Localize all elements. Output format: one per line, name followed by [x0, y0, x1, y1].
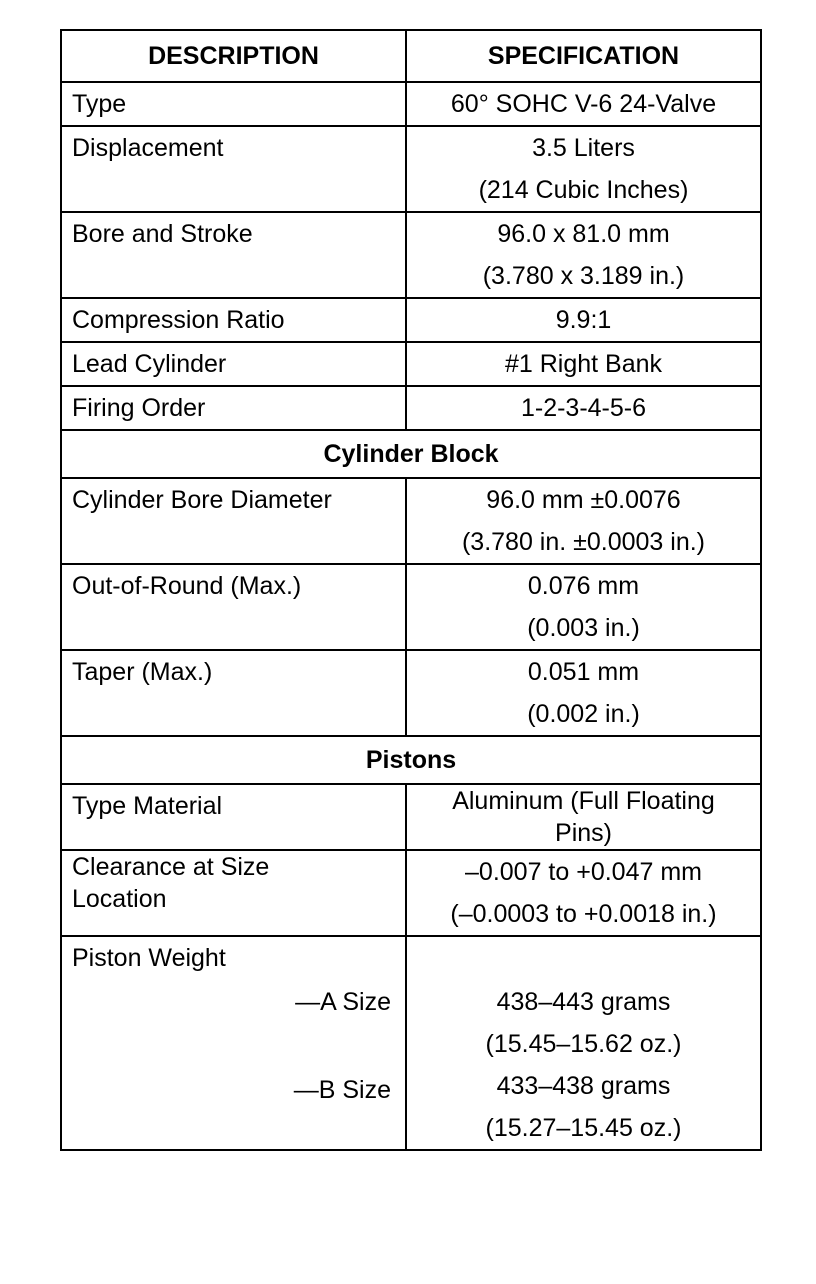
row-spec [406, 478, 761, 564]
spacer [72, 1023, 395, 1069]
row-spec [406, 936, 761, 1150]
piston-weight-label: Piston Weight [72, 944, 226, 972]
spec-value-imperial: (3.780 in. ±0.0003 in.) [461, 528, 706, 556]
table-row-compression-ratio [61, 298, 761, 342]
row-spec [406, 564, 761, 650]
spec-value-continued: Pins) [555, 819, 612, 847]
spec-value-imperial: (–0.0003 to +0.0018 in.) [450, 900, 717, 928]
section-title: Cylinder Block [61, 430, 761, 478]
row-spec [406, 650, 761, 736]
spec-value: #1 Right Bank [504, 350, 663, 378]
row-label: Taper (Max.) [61, 650, 406, 736]
a-size-grams: 438–443 grams [496, 988, 671, 1016]
description-header: DESCRIPTION [61, 30, 406, 82]
spec-value: 3.5 Liters [532, 134, 635, 162]
row-spec [406, 342, 761, 386]
table-row-displacement [61, 126, 761, 212]
spec-value: 0.051 mm [527, 658, 640, 686]
row-label: Type [61, 82, 406, 126]
row-label: Displacement [61, 126, 406, 212]
row-spec [406, 212, 761, 298]
section-pistons [61, 736, 761, 784]
spec-value: 9.9:1 [555, 306, 612, 334]
row-spec [406, 126, 761, 212]
row-spec [406, 784, 761, 850]
table-row-type-material [61, 784, 761, 850]
spec-value: 96.0 x 81.0 mm [497, 220, 670, 248]
spec-value: 60° SOHC V-6 24-Valve [450, 90, 717, 118]
a-size-ounces: (15.45–15.62 oz.) [485, 1030, 682, 1058]
row-label: Compression Ratio [61, 298, 406, 342]
table-row-bore-diameter [61, 478, 761, 564]
row-label [61, 936, 406, 1150]
table-header-row [61, 30, 761, 82]
table-row-firing-order [61, 386, 761, 430]
section-title: Pistons [61, 736, 761, 784]
row-label-line: Clearance at Size [72, 853, 270, 881]
row-label [61, 850, 406, 936]
row-label: Type Material [61, 784, 406, 850]
b-size-grams: 433–438 grams [496, 1072, 671, 1100]
row-label-line: Location [72, 885, 167, 913]
spec-value: 96.0 mm ±0.0076 [486, 486, 681, 514]
b-size-ounces: (15.27–15.45 oz.) [485, 1114, 682, 1142]
specification-table [60, 29, 762, 1151]
row-label: Cylinder Bore Diameter [61, 478, 406, 564]
row-label: Lead Cylinder [61, 342, 406, 386]
table-row-clearance [61, 850, 761, 936]
table-row-taper [61, 650, 761, 736]
spec-value: –0.007 to +0.047 mm [465, 858, 702, 886]
spec-value: 1-2-3-4-5-6 [520, 394, 647, 422]
b-size-label: —B Size [293, 1076, 391, 1104]
table-row-piston-weight [61, 936, 761, 1150]
table-row-type [61, 82, 761, 126]
a-size-label: —A Size [295, 988, 391, 1016]
spec-value: 0.076 mm [527, 572, 640, 600]
row-spec [406, 386, 761, 430]
table-row-bore-stroke [61, 212, 761, 298]
spacer [417, 937, 750, 981]
row-label: Out-of-Round (Max.) [61, 564, 406, 650]
row-spec [406, 850, 761, 936]
section-cylinder-block [61, 430, 761, 478]
spec-value-imperial: (214 Cubic Inches) [478, 176, 689, 204]
row-label: Firing Order [61, 386, 406, 430]
specification-header: SPECIFICATION [406, 30, 761, 82]
spec-value-imperial: (0.003 in.) [527, 614, 640, 642]
spec-value: Aluminum (Full Floating [452, 787, 715, 815]
table-row-lead-cylinder [61, 342, 761, 386]
spec-value-imperial: (3.780 x 3.189 in.) [482, 262, 685, 290]
row-spec [406, 298, 761, 342]
row-spec [406, 82, 761, 126]
spec-value-imperial: (0.002 in.) [527, 700, 640, 728]
row-label: Bore and Stroke [61, 212, 406, 298]
table-row-out-of-round [61, 564, 761, 650]
